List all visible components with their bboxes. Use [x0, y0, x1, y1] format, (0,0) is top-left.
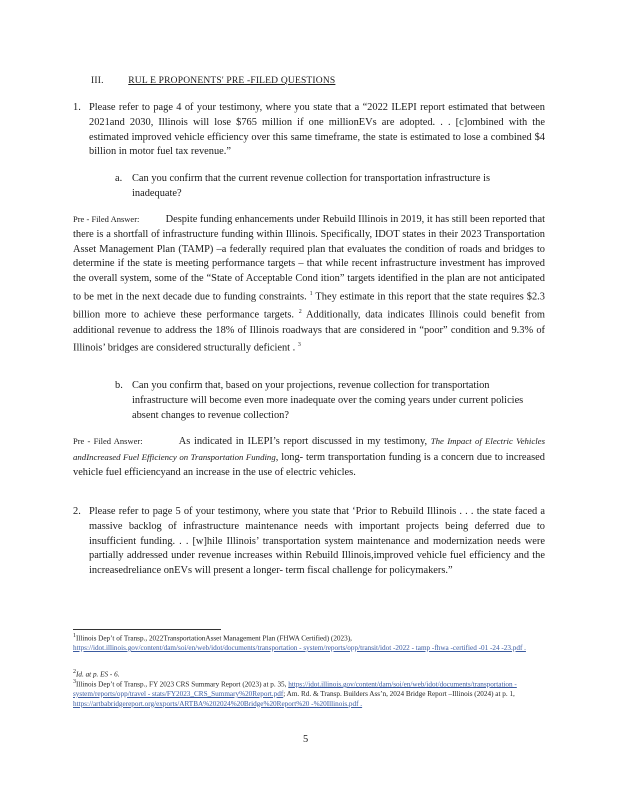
- footnote-divider: [73, 629, 221, 630]
- answer-1: [73, 212, 545, 357]
- footnote-marker: 1: [73, 633, 76, 639]
- question-number: 2.: [73, 506, 81, 517]
- subquestion-letter: a.: [115, 173, 123, 184]
- answer-2: [73, 434, 545, 480]
- footnote-link[interactable]: https://idot.illinois.gov/content/dam/soi/en/web/idot/documents/transportation - system/reports/opp/transit/idot -2022 - tamp -fhwa -certified -01 -24 -23.pdf .: [73, 643, 526, 652]
- answer-label: Pre - Filed Answer:: [73, 436, 143, 446]
- footnote-ref-1[interactable]: 1: [309, 290, 313, 297]
- section-number: III.: [91, 76, 104, 86]
- footnote-text: Illinois Dep’t of Transp., 2022TransportationAsset Management Plan (FHWA Certified) (2023),: [76, 634, 352, 643]
- report-title: The Impact of Electric Vehicles andIncreased Fuel Efficiency on Transportation Funding: [73, 436, 545, 462]
- footnote-text: Illinois Dep’t of Transp., FY 2023 CRS Summary Report (2023) at p. 35,: [76, 680, 287, 689]
- section-title: RUL E PROPONENTS' PRE -FILED QUESTIONS: [128, 76, 336, 86]
- question-number: 1.: [73, 102, 81, 113]
- answer-text: As indicated in ILEPI’s report discussed in my testimony,: [178, 436, 428, 447]
- footnote-link-2[interactable]: https://artbabridgereport.org/exports/ARTBA%202024%20Bridge%20Report%20 -%20Illinois.pdf .: [73, 699, 363, 708]
- footnote-ref-2[interactable]: 2: [298, 309, 302, 316]
- footnote-marker: 2: [73, 669, 76, 675]
- answer-label: Pre - Filed Answer:: [73, 214, 140, 224]
- section-heading: [91, 76, 335, 86]
- page-number: 5: [303, 734, 309, 745]
- footnote-text: Id. at p. ES - 6.: [76, 670, 120, 679]
- footnote-ref-3[interactable]: 3: [297, 342, 301, 349]
- footnote-text-2: ; Am. Rd. & Transp. Builders Ass’n, 2024 Bridge Report –Illinois (2024) at p. 1,: [283, 689, 515, 698]
- subquestion-letter: b.: [115, 380, 123, 391]
- subquestion-text: Can you confirm that, based on your projections, revenue collection for transportation infrastructure will become even more inadequate over the coming years under current policies absent changes to revenue collection?: [132, 380, 524, 421]
- answer-text: Despite funding enhancements under Rebuild Illinois in 2019, it has still been reported that there is a shortfall of infrastructure funding within Illinois. Specifically, IDOT states in their 2023 Transportation Asset Management Plan (TAMP) –a federally required plan that evaluates the condition of roads and bridges to determine if the state is meeting performance targets – that while recent infrastructure investment has improved the overall system, some of the “State of Acceptable Cond ition” targets identified in the plan are not anticipated to be met in the next decade due to funding constraints.: [73, 214, 545, 303]
- footnote-3: [73, 678, 548, 709]
- question-text: Please refer to page 5 of your testimony, where you state that ‘Prior to Rebuild Illinois . . . the state faced a massive backlog of infrastructure maintenance needs with important projects being deferred due to insufficient funding. . . [w]hile Illinois’ transportation system maintenance and modernization needs were partially addressed under revenue increases within Rebuild Illinois,improved vehicle fuel efficiency and the increasedreliance onEVs will present a longer- term fiscal challenge for policymakers.”: [89, 506, 545, 577]
- answer-text-2: They estimate in this report that the state requires $2.3 billion more to achieve these performance targets.: [73, 291, 545, 321]
- question-text: Please refer to page 4 of your testimony, where you state that a “2022 ILEPI report estimated that between 2021and 2030, Illinois will lose $765 million if one millionEVs are adopted. . . [c]ombined with the estimated improved vehicle efficiency over this same timeframe, the state is estimated to lose a combined $4 billion in motor fuel tax revenue.”: [89, 102, 545, 158]
- subquestion-text: Can you confirm that the current revenue collection for transportation infrastructure is inadequate?: [132, 173, 491, 199]
- answer-text-2: , long- term transportation funding is a concern due to increased vehicle fuel efficiencyand an increase in the use of electric vehicles.: [73, 451, 545, 478]
- answer-text-3: Additionally, data indicates Illinois could benefit from additional revenue to address the 18% of Illinois roadways that are considered in “poor” condition and 9.3% of Illinois’ bridges are considered structurally deficient .: [73, 309, 545, 354]
- footnote-link[interactable]: https://idot.illinois.gov/content/dam/soi/en/web/idot/documents/transportation - system/reports/opp/travel - stats/FY2023_CRS_Summary%20Report.pdf: [73, 680, 517, 698]
- footnote-1: [73, 632, 548, 654]
- footnote-marker: 3: [73, 679, 76, 685]
